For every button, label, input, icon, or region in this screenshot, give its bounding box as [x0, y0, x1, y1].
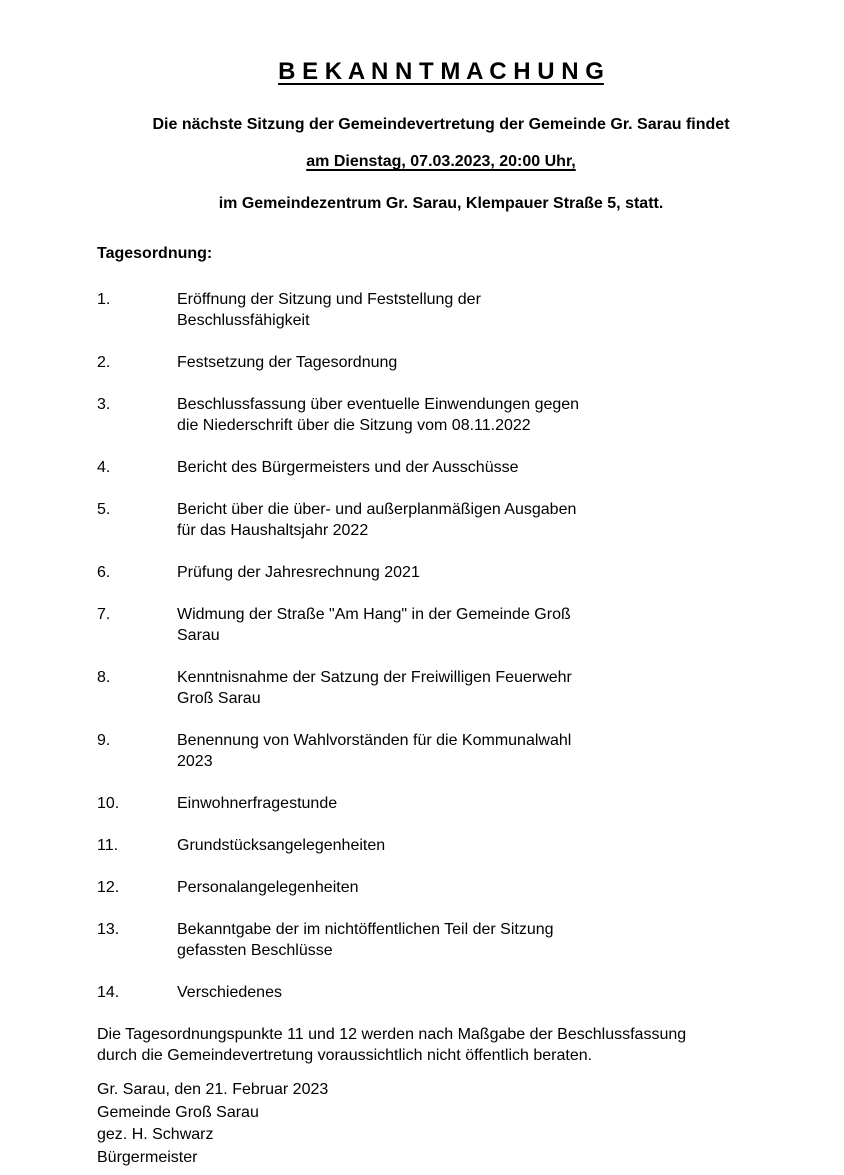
page-content: [97, 56, 785, 1169]
agenda-item-number: 14.: [97, 984, 120, 1001]
meeting-datetime: am Dienstag, 07.03.2023, 20:00 Uhr,: [306, 153, 576, 170]
agenda-item-text: Eröffnung der Sitzung und Feststellung der Beschlussfähigkeit: [177, 291, 481, 329]
agenda-item-13: [97, 919, 785, 961]
agenda-item-2: [97, 352, 785, 373]
agenda-item-number: 10.: [97, 795, 120, 812]
page-title: B E K A N N T M A C H U N G: [278, 58, 604, 85]
agenda-item-text: Einwohnerfragestunde: [177, 795, 338, 812]
agenda-item-6: [97, 562, 785, 583]
document-header: [97, 56, 785, 214]
signature-organization: Gemeinde Groß Sarau: [97, 1103, 259, 1121]
agenda-item-text: Kenntnisnahme der Satzung der Freiwilligen Feuerwehr Groß Sarau: [177, 669, 572, 707]
agenda-item-3: [97, 394, 785, 436]
signature-block: [97, 1079, 785, 1169]
agenda-item-text: Prüfung der Jahresrechnung 2021: [177, 564, 420, 581]
agenda-item-text: Grundstücksangelegenheiten: [177, 837, 386, 854]
meeting-location: im Gemeindezentrum Gr. Sarau, Klempauer Straße 5, statt.: [218, 195, 664, 212]
signature-place-date: Gr. Sarau, den 21. Februar 2023: [97, 1081, 329, 1098]
agenda-item-text: Verschiedenes: [177, 984, 282, 1001]
agenda-item-7: [97, 604, 785, 646]
agenda-item-text: Festsetzung der Tagesordnung: [177, 354, 398, 371]
agenda-item-text: Benennung von Wahlvorständen für die Kommunalwahl 2023: [177, 732, 572, 770]
agenda-section: [97, 243, 785, 1003]
agenda-item-4: [97, 457, 785, 478]
agenda-item-number: 13.: [97, 921, 120, 938]
agenda-item-text: Widmung der Straße "Am Hang" in der Gemeinde Groß Sarau: [177, 606, 571, 644]
agenda-item-number: 5.: [97, 501, 111, 518]
agenda-heading: Tagesordnung:: [97, 245, 213, 262]
agenda-item-text: Bericht des Bürgermeisters und der Ausschüsse: [177, 459, 519, 476]
agenda-item-12: [97, 877, 785, 898]
agenda-item-8: [97, 667, 785, 709]
agenda-item-number: 4.: [97, 459, 111, 476]
agenda-item-9: [97, 730, 785, 772]
signature-role: Bürgermeister: [97, 1148, 198, 1166]
header-spacer: [97, 88, 785, 114]
agenda-item-number: 11.: [97, 837, 119, 854]
agenda-item-5: [97, 499, 785, 541]
agenda-item-number: 12.: [97, 879, 120, 896]
non-public-note: Die Tagesordnungspunkte 11 und 12 werden nach Maßgabe der Beschlussfassung durch die Gemeindevertretung voraussichtlich nicht öffentlich beraten.: [97, 1026, 687, 1064]
agenda-item-number: 3.: [97, 396, 111, 413]
agenda-item-text: Bericht über die über- und außerplanmäßigen Ausgaben für das Haushaltsjahr 2022: [177, 501, 577, 539]
agenda-item-11: [97, 835, 785, 856]
agenda-item-number: 7.: [97, 606, 111, 623]
agenda-item-number: 1.: [97, 291, 111, 308]
agenda-item-text: Bekanntgabe der im nichtöffentlichen Teil der Sitzung gefassten Beschlüsse: [177, 921, 554, 959]
agenda-item-text: Beschlussfassung über eventuelle Einwendungen gegen die Niederschrift über die Sitzung vom 08.11.2022: [177, 396, 580, 434]
agenda-item-number: 8.: [97, 669, 111, 686]
signature-signed-by: gez. H. Schwarz: [97, 1126, 214, 1143]
agenda-item-number: 2.: [97, 354, 111, 371]
agenda-item-number: 6.: [97, 564, 111, 581]
agenda-item-10: [97, 793, 785, 814]
agenda-item-1: [97, 289, 785, 331]
agenda-item-14: [97, 982, 785, 1003]
agenda-item-text: Personalangelegenheiten: [177, 879, 359, 896]
intro-sentence: Die nächste Sitzung der Gemeindevertretung der Gemeinde Gr. Sarau findet: [152, 116, 730, 133]
agenda-item-number: 9.: [97, 732, 111, 749]
